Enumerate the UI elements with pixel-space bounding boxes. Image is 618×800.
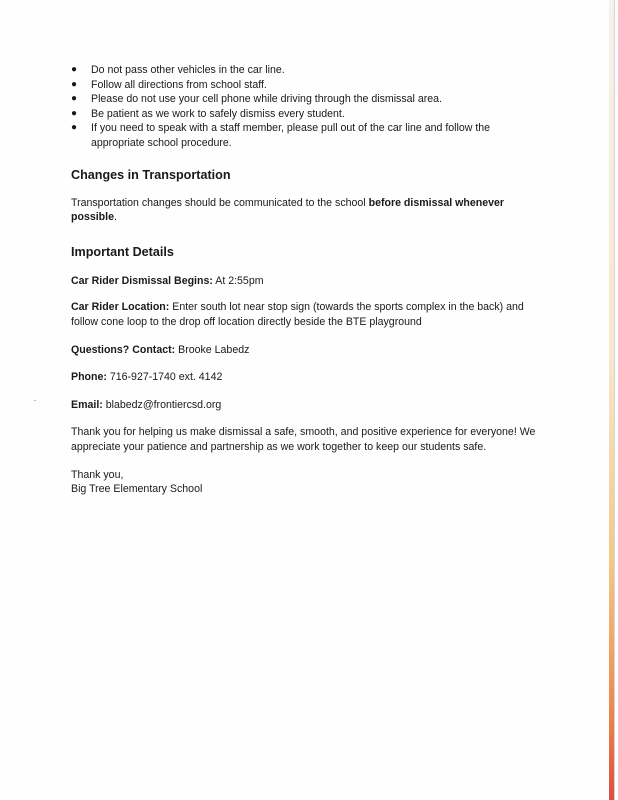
- page-edge-line: [614, 0, 615, 800]
- phone-label: Phone:: [71, 371, 107, 384]
- page-edge-color-stripe: [609, 0, 614, 800]
- dismissal-time-line: [71, 274, 541, 289]
- transportation-text-end: .: [113, 211, 117, 224]
- list-item-text: Do not pass other vehicles in the car line.: [91, 64, 285, 76]
- bullet-icon: ●: [71, 107, 78, 119]
- transportation-heading: Changes in Transportation: [71, 167, 231, 182]
- list-item-text: Follow all directions from school staff.: [91, 78, 267, 91]
- email-line: [71, 398, 541, 413]
- document-body: [71, 63, 541, 497]
- list-item-text: Please do not use your cell phone while driving through the dismissal area.: [91, 93, 442, 106]
- list-item: [71, 107, 541, 122]
- list-item: [71, 121, 541, 150]
- location-value: Enter south lot near stop sign (towards the sports complex in the back) and follow cone loop to the drop off location directly beside the BTE playground: [71, 301, 524, 328]
- signoff: Thank you,: [71, 468, 124, 481]
- location-line: [71, 300, 541, 329]
- email-value[interactable]: blabedz@frontiercsd.org: [102, 398, 222, 411]
- scan-speck: [34, 400, 36, 401]
- dismissal-time-value: At 2:55pm: [212, 274, 264, 287]
- transportation-emphasis: before dismissal whenever possible: [71, 196, 505, 224]
- bullet-icon: ●: [71, 64, 78, 75]
- dismissal-time-label: Car Rider Dismissal Begins:: [71, 274, 213, 287]
- list-item: [71, 92, 541, 107]
- bullet-icon: ●: [71, 78, 78, 90]
- list-item: [71, 78, 541, 93]
- transportation-text: Transportation changes should be communicated to the school: [71, 196, 369, 209]
- phone-line: [71, 370, 541, 385]
- signature: Big Tree Elementary School: [71, 483, 203, 496]
- phone-value: 716-927-1740 ext. 4142: [106, 371, 223, 384]
- rules-list: [71, 63, 541, 151]
- thanks-paragraph: Thank you for helping us make dismissal a safe, smooth, and positive experience for everyone! We appreciate your patience and partnership as we work together to keep our students safe.: [71, 426, 536, 453]
- contact-line: [71, 343, 541, 358]
- transportation-paragraph: [71, 196, 541, 225]
- email-label: Email:: [71, 398, 103, 411]
- contact-name: Brooke Labedz: [175, 343, 250, 356]
- bullet-icon: ●: [71, 93, 78, 105]
- details-heading: Important Details: [71, 244, 174, 259]
- list-item-text: Be patient as we work to safely dismiss every student.: [91, 107, 345, 120]
- list-item-text: If you need to speak with a staff member, please pull out of the car line and follow the appropriate school procedure.: [91, 122, 491, 149]
- location-label: Car Rider Location:: [71, 301, 170, 314]
- list-item: [71, 63, 541, 78]
- bullet-icon: ●: [71, 122, 78, 134]
- contact-label: Questions? Contact:: [71, 343, 176, 356]
